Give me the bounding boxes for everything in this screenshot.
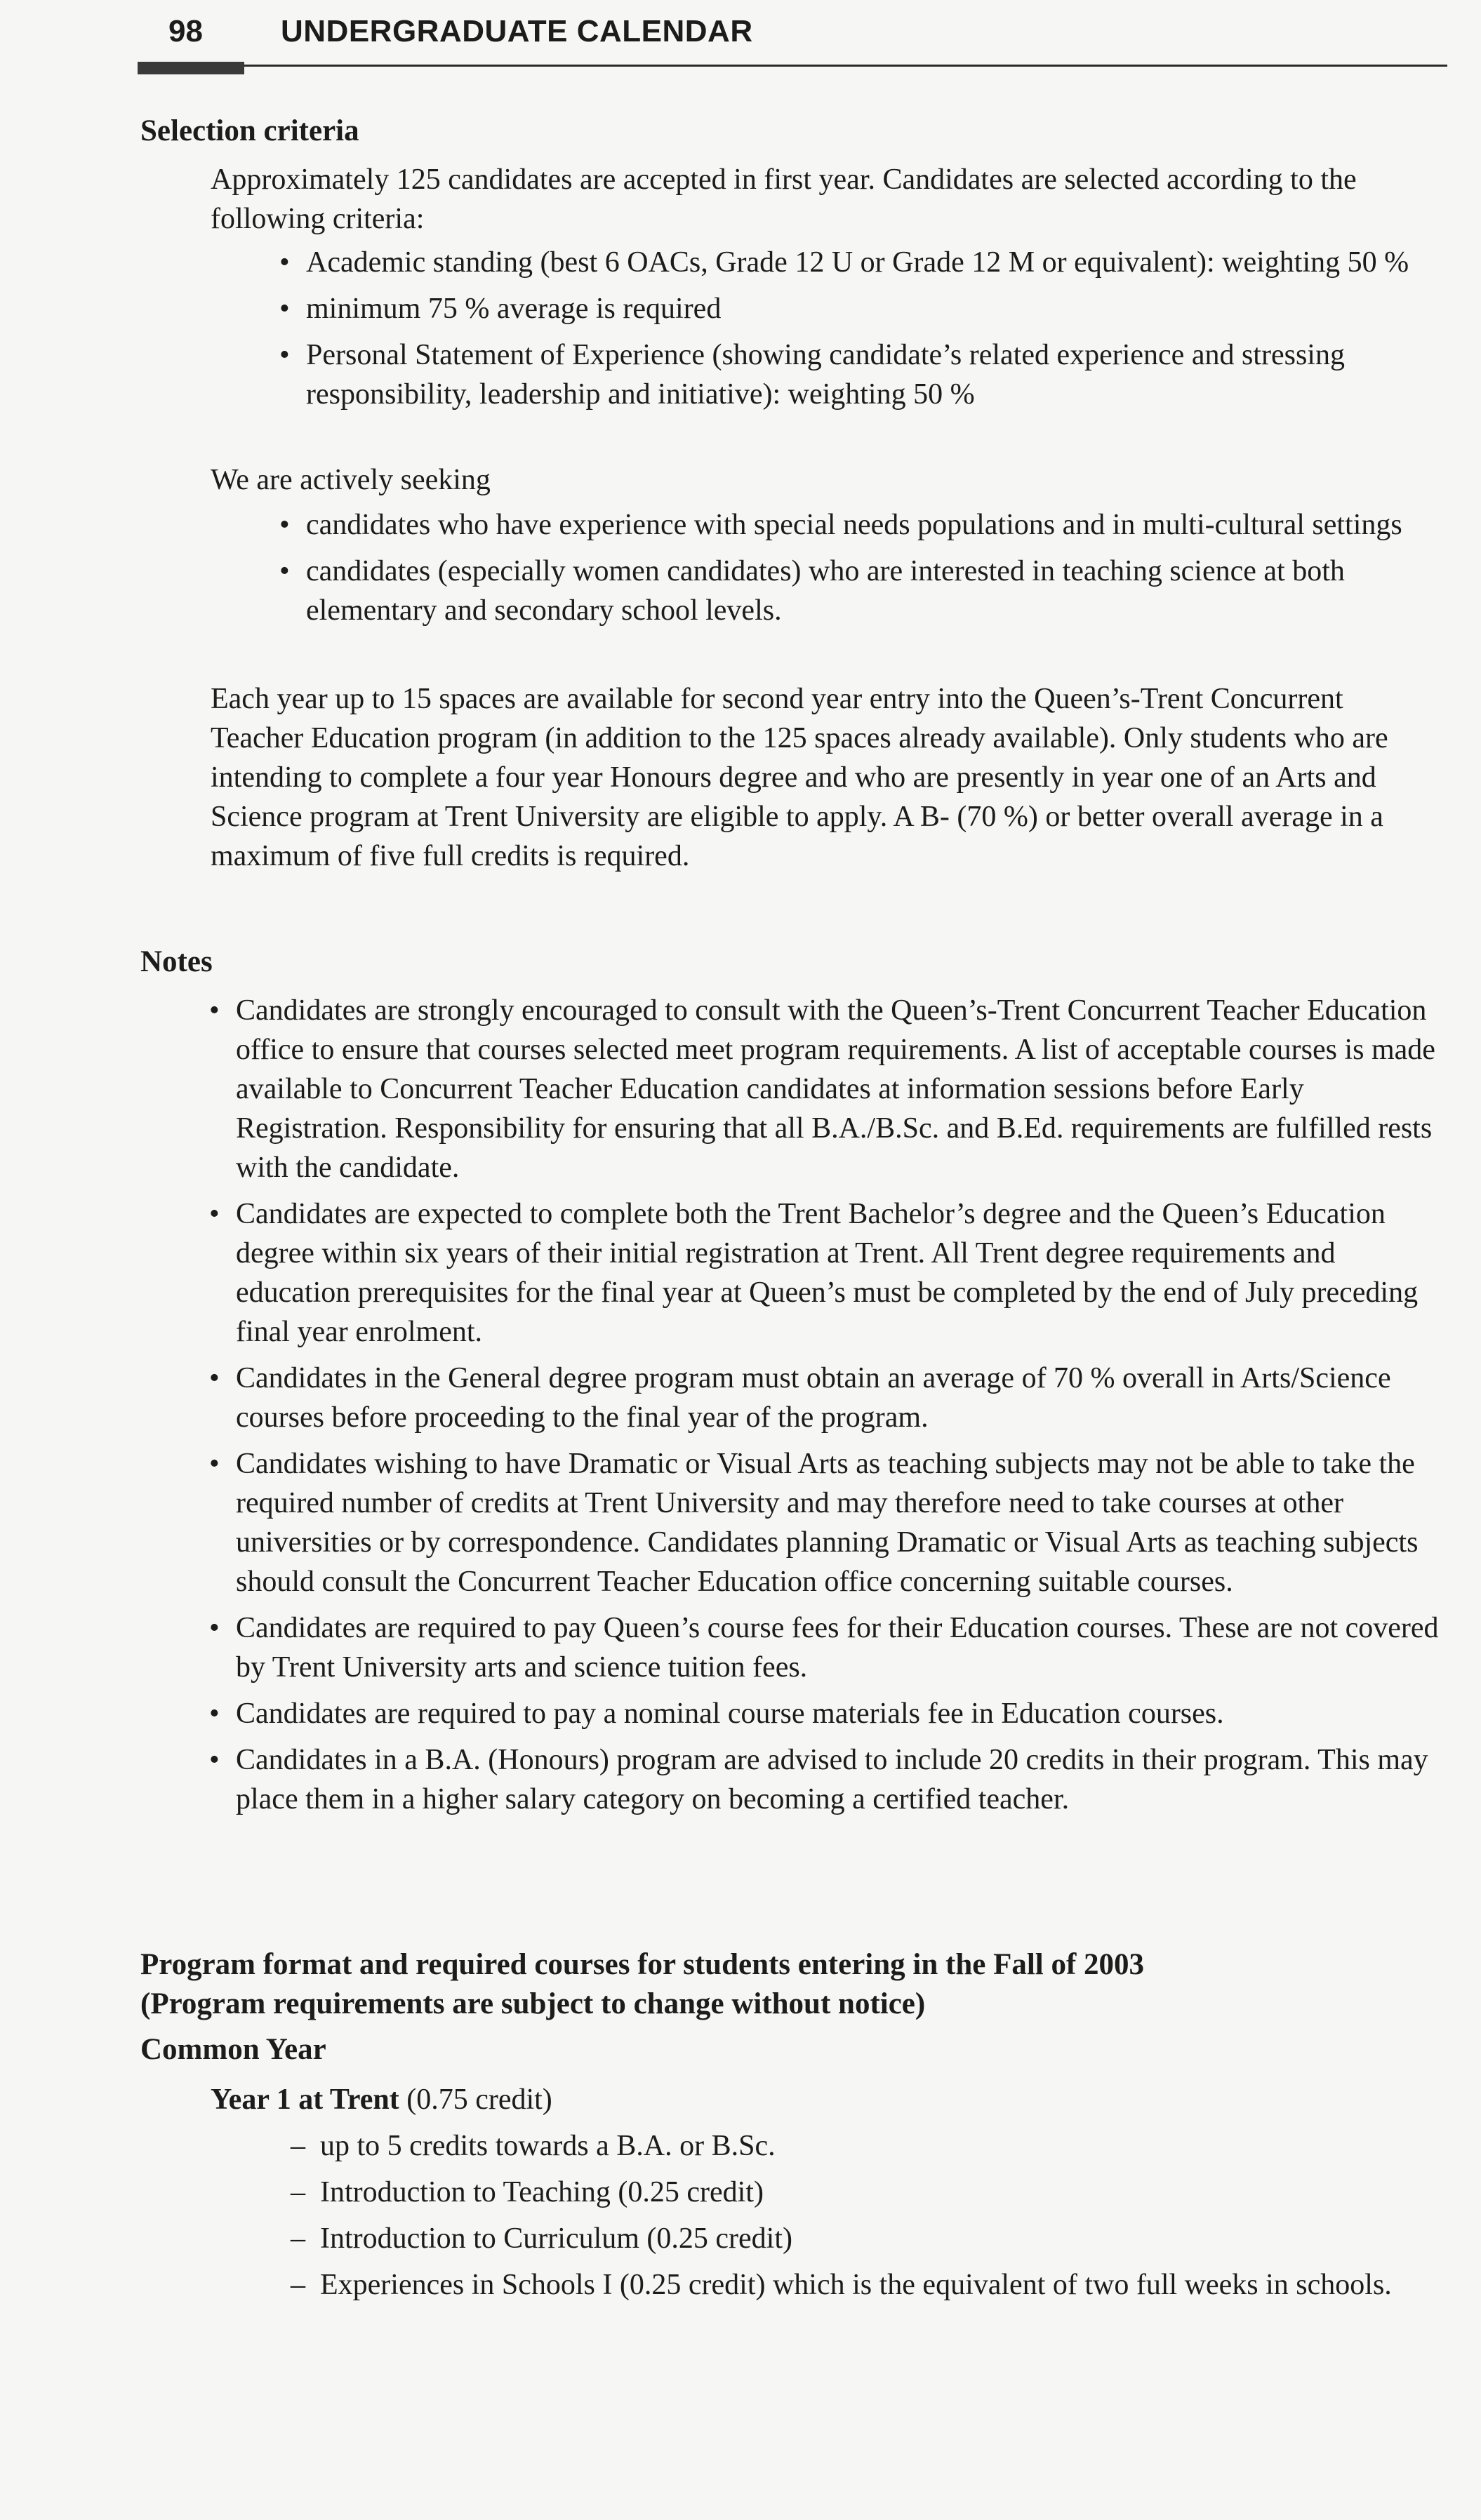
bullet-icon: •	[209, 1698, 220, 1730]
list-item: • Academic standing (best 6 OACs, Grade 12 U or Grade 12 M or equivalent): weighting 50 %	[306, 243, 1429, 282]
bullet-icon: •	[209, 994, 220, 1027]
seeking-intro: We are actively seeking	[211, 464, 491, 496]
list-item: • Candidates in a B.A. (Honours) program are advised to include 20 credits in their program. This may place them in a higher salary category on becoming a certified teacher.	[236, 1740, 1443, 1819]
dash-icon: –	[291, 2176, 305, 2208]
list-item: • Personal Statement of Experience (showing candidate’s related experience and stressing responsibility, leadership and initiative): weighting 50 %	[306, 335, 1429, 414]
bullet-icon: •	[279, 246, 290, 279]
list-item: • candidates who have experience with special needs populations and in multi-cultural settings	[306, 505, 1443, 545]
list-item: • Candidates are strongly encouraged to consult with the Queen’s-Trent Concurrent Teacher Education office to ensure that courses selected meet program requirements. A list of acceptable courses is made available to Concurrent Teacher Education candidates at information sessions before Early Registration. Responsibility for ensuring that all B.A./B.Sc. and B.Ed. requirements are fulfilled rests with the candidate.	[236, 991, 1443, 1187]
selection-intro: Approximately 125 candidates are accepted in first year. Candidates are selected according to the following criteria:	[211, 164, 1357, 235]
header-rule	[138, 65, 1447, 67]
notes-list	[209, 991, 1443, 1826]
bullet-icon: •	[279, 293, 290, 325]
bullet-icon: •	[279, 339, 290, 371]
year1-heading	[211, 2080, 1404, 2119]
list-item: – Introduction to Teaching (0.25 credit)	[320, 2173, 1429, 2212]
common-year-heading: Common Year	[140, 2033, 326, 2066]
list-item: • Candidates are required to pay a nominal course materials fee in Education courses.	[236, 1694, 1443, 1733]
dash-icon: –	[291, 2130, 305, 2162]
list-item: – up to 5 credits towards a B.A. or B.Sc.	[320, 2126, 1429, 2166]
list-item: – Experiences in Schools I (0.25 credit) which is the equivalent of two full weeks in schools.	[320, 2265, 1429, 2305]
program-heading-line1: Program format and required courses for students entering in the Fall of 2003	[140, 1948, 1145, 1981]
list-item: • Candidates are expected to complete both the Trent Bachelor’s degree and the Queen’s Education degree within six years of their initial registration at Trent. All Trent degree requirements and education prerequisites for the final year at Queen’s must be completed by the end of July preceding final year enrolment.	[236, 1194, 1443, 1352]
second-year-entry-paragraph: Each year up to 15 spaces are available for second year entry into the Queen’s-Trent Concurrent Teacher Education program (in addition to the 125 spaces already available). Only students who are intending to complete a four year Honours degree and who are presently in year one of an Arts and Science program at Trent University are eligible to apply. A B- (70 %) or better overall average in a maximum of five full credits is required.	[211, 683, 1388, 872]
page-number: 98	[168, 14, 203, 48]
bullet-icon: •	[209, 1198, 220, 1230]
bullet-icon: •	[279, 509, 290, 541]
dash-icon: –	[291, 2222, 305, 2255]
running-header-title: UNDERGRADUATE CALENDAR	[281, 14, 753, 48]
header-rule-tab	[138, 62, 244, 74]
list-item: • Candidates are required to pay Queen’s course fees for their Education courses. These are not covered by Trent University arts and science tuition fees.	[236, 1608, 1443, 1687]
year1-label: Year 1 at Trent	[211, 2084, 399, 2116]
bullet-icon: •	[209, 1744, 220, 1776]
program-format-heading	[140, 1945, 1144, 2024]
bullet-icon: •	[279, 555, 290, 587]
bullet-icon: •	[209, 1612, 220, 1644]
dash-icon: –	[291, 2269, 305, 2301]
bullet-icon: •	[209, 1448, 220, 1480]
bullet-icon: •	[209, 1362, 220, 1394]
list-item: • Candidates in the General degree program must obtain an average of 70 % overall in Arts/Science courses before proceeding to the final year of the program.	[236, 1359, 1443, 1437]
criteria-list	[279, 243, 1429, 421]
year1-credit: (0.75 credit)	[406, 2084, 552, 2116]
list-item: • Candidates wishing to have Dramatic or Visual Arts as teaching subjects may not be able to take the required number of credits at Trent University and may therefore need to take courses at other universities or by correspondence. Candidates planning Dramatic or Visual Arts as teaching subjects should consult the Concurrent Teacher Education office concerning suitable courses.	[236, 1444, 1443, 1601]
selection-criteria-heading: Selection criteria	[140, 114, 359, 147]
year1-list	[291, 2126, 1429, 2312]
list-item: • candidates (especially women candidates) who are interested in teaching science at both elementary and secondary school levels.	[306, 552, 1443, 630]
list-item: • minimum 75 % average is required	[306, 289, 1429, 328]
seeking-list	[279, 505, 1443, 637]
list-item: – Introduction to Curriculum (0.25 credit)	[320, 2219, 1429, 2258]
program-heading-line2: (Program requirements are subject to change without notice)	[140, 1987, 926, 2020]
notes-heading: Notes	[140, 945, 213, 978]
